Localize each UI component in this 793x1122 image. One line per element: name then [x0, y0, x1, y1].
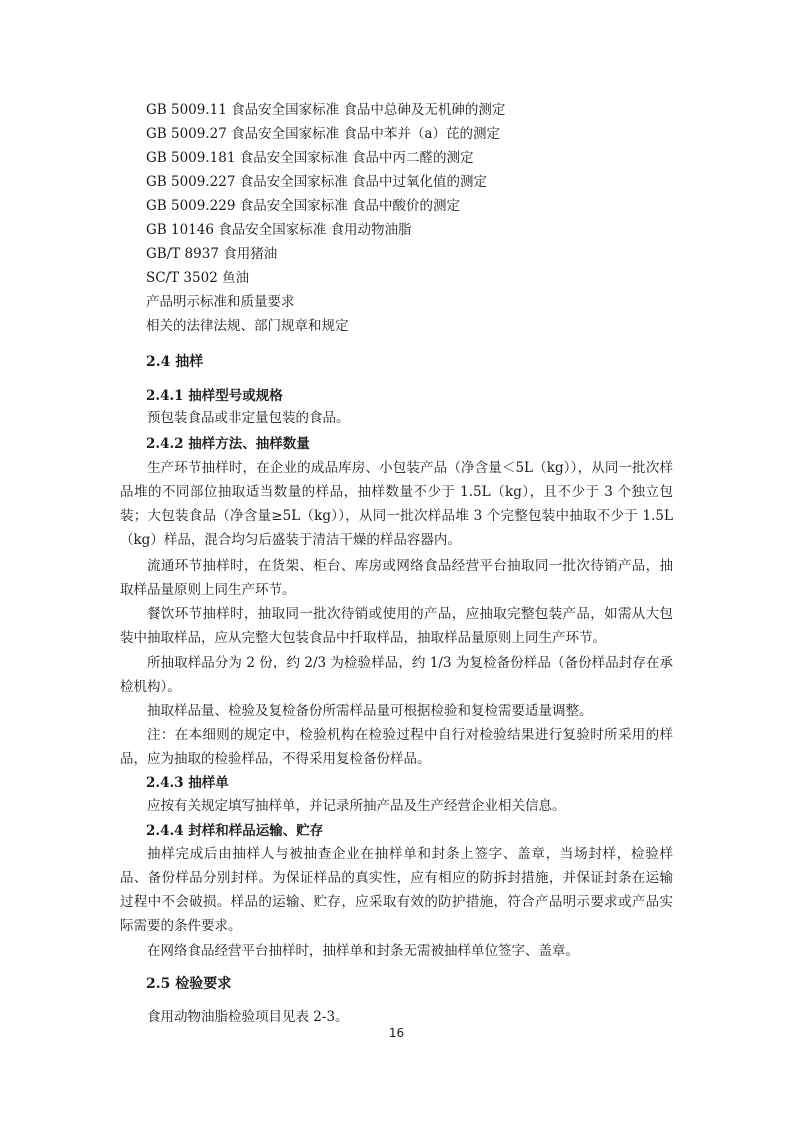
section-heading-2-4: 2.4 抽样 — [146, 354, 204, 370]
reference-laws-regulations: 相关的法律法规、部门规章和规定 — [146, 318, 349, 334]
paragraph-2-4-4-sealing: 抽样完成后由抽样人与被抽查企业在抽样单和封条上签字、盖章，当场封样，检验样品、备份样品分别封样。为保证样品的真实性，应有相应的防拆封措施，并保证封条在运输过程中不会破损。样品的运输、贮存，应采取有效的防护措施，符合产品明示要求或产品实际需要的条件要求。 — [120, 846, 673, 934]
paragraph-2-4-2-circulation: 流通环节抽样时，在货架、柜台、库房或网络食品经营平台抽取同一批次待销产品，抽取样品量原则上同生产环节。 — [120, 558, 673, 598]
paragraph-2-4-4-online: 在网络食品经营平台抽样时，抽样单和封条无需被抽样单位签字、盖章。 — [147, 943, 579, 959]
reference-gb-5009-27: GB 5009.27 食品安全国家标准 食品中苯并（a）芘的测定 — [146, 126, 500, 142]
paragraph-2-5: 食用动物油脂检验项目见表 2-3。 — [147, 1009, 349, 1025]
reference-gb-10146: GB 10146 食品安全国家标准 食用动物油脂 — [146, 222, 412, 238]
reference-sc-t-3502: SC/T 3502 鱼油 — [146, 270, 250, 286]
paragraph-2-4-2-catering: 餐饮环节抽样时，抽取同一批次待销或使用的产品，应抽取完整包装产品，如需从大包装中抽取样品，应从完整大包装食品中扦取样品，抽取样品量原则上同生产环节。 — [120, 606, 673, 646]
section-heading-2-5: 2.5 检验要求 — [146, 976, 232, 992]
paragraph-2-4-2-split: 所抽取样品分为 2 份，约 2/3 为检验样品，约 1/3 为复检备份样品（备份样品封存在承检机构）。 — [120, 655, 673, 695]
reference-gb-5009-227: GB 5009.227 食品安全国家标准 食品中过氧化值的测定 — [146, 174, 487, 190]
subsection-heading-2-4-1: 2.4.1 抽样型号或规格 — [146, 388, 283, 404]
reference-product-standard: 产品明示标准和质量要求 — [146, 294, 295, 310]
paragraph-2-4-1: 预包装食品或非定量包装的食品。 — [147, 410, 350, 426]
subsection-heading-2-4-4: 2.4.4 封样和样品运输、贮存 — [146, 823, 324, 839]
reference-gb-5009-229: GB 5009.229 食品安全国家标准 食品中酸价的测定 — [146, 198, 460, 214]
subsection-heading-2-4-2: 2.4.2 抽样方法、抽样数量 — [146, 436, 310, 452]
reference-gb-5009-181: GB 5009.181 食品安全国家标准 食品中丙二醛的测定 — [146, 150, 474, 166]
page-number: 16 — [388, 1026, 405, 1040]
reference-gb-5009-11: GB 5009.11 食品安全国家标准 食品中总砷及无机砷的测定 — [146, 102, 506, 118]
subsection-heading-2-4-3: 2.4.3 抽样单 — [146, 775, 229, 791]
paragraph-2-4-2-production: 生产环节抽样时，在企业的成品库房、小包装产品（净含量＜5L（kg）），从同一批次样品堆的不同部位抽取适当数量的样品，抽样数量不少于 1.5L（kg），且不少于 3 个独立包装；大包装食品（净含量≥5L（kg）），从同一批次样品堆 3 个完整包装中抽取不少于 1.5L（kg）样品，混合均匀后盛装于清洁干燥的样品容器内。 — [120, 460, 673, 548]
paragraph-2-4-2-adjust: 抽取样品量、检验及复检备份所需样品量可根据检验和复检需要适量调整。 — [147, 703, 593, 719]
paragraph-2-4-2-note: 注：在本细则的规定中，检验机构在检验过程中自行对检验结果进行复验时所采用的样品，应为抽取的检验样品，不得采用复检备份样品。 — [120, 727, 673, 767]
paragraph-2-4-3: 应按有关规定填写抽样单，并记录所抽产品及生产经营企业相关信息。 — [147, 798, 566, 814]
reference-gb-t-8937: GB/T 8937 食用猪油 — [146, 246, 278, 262]
